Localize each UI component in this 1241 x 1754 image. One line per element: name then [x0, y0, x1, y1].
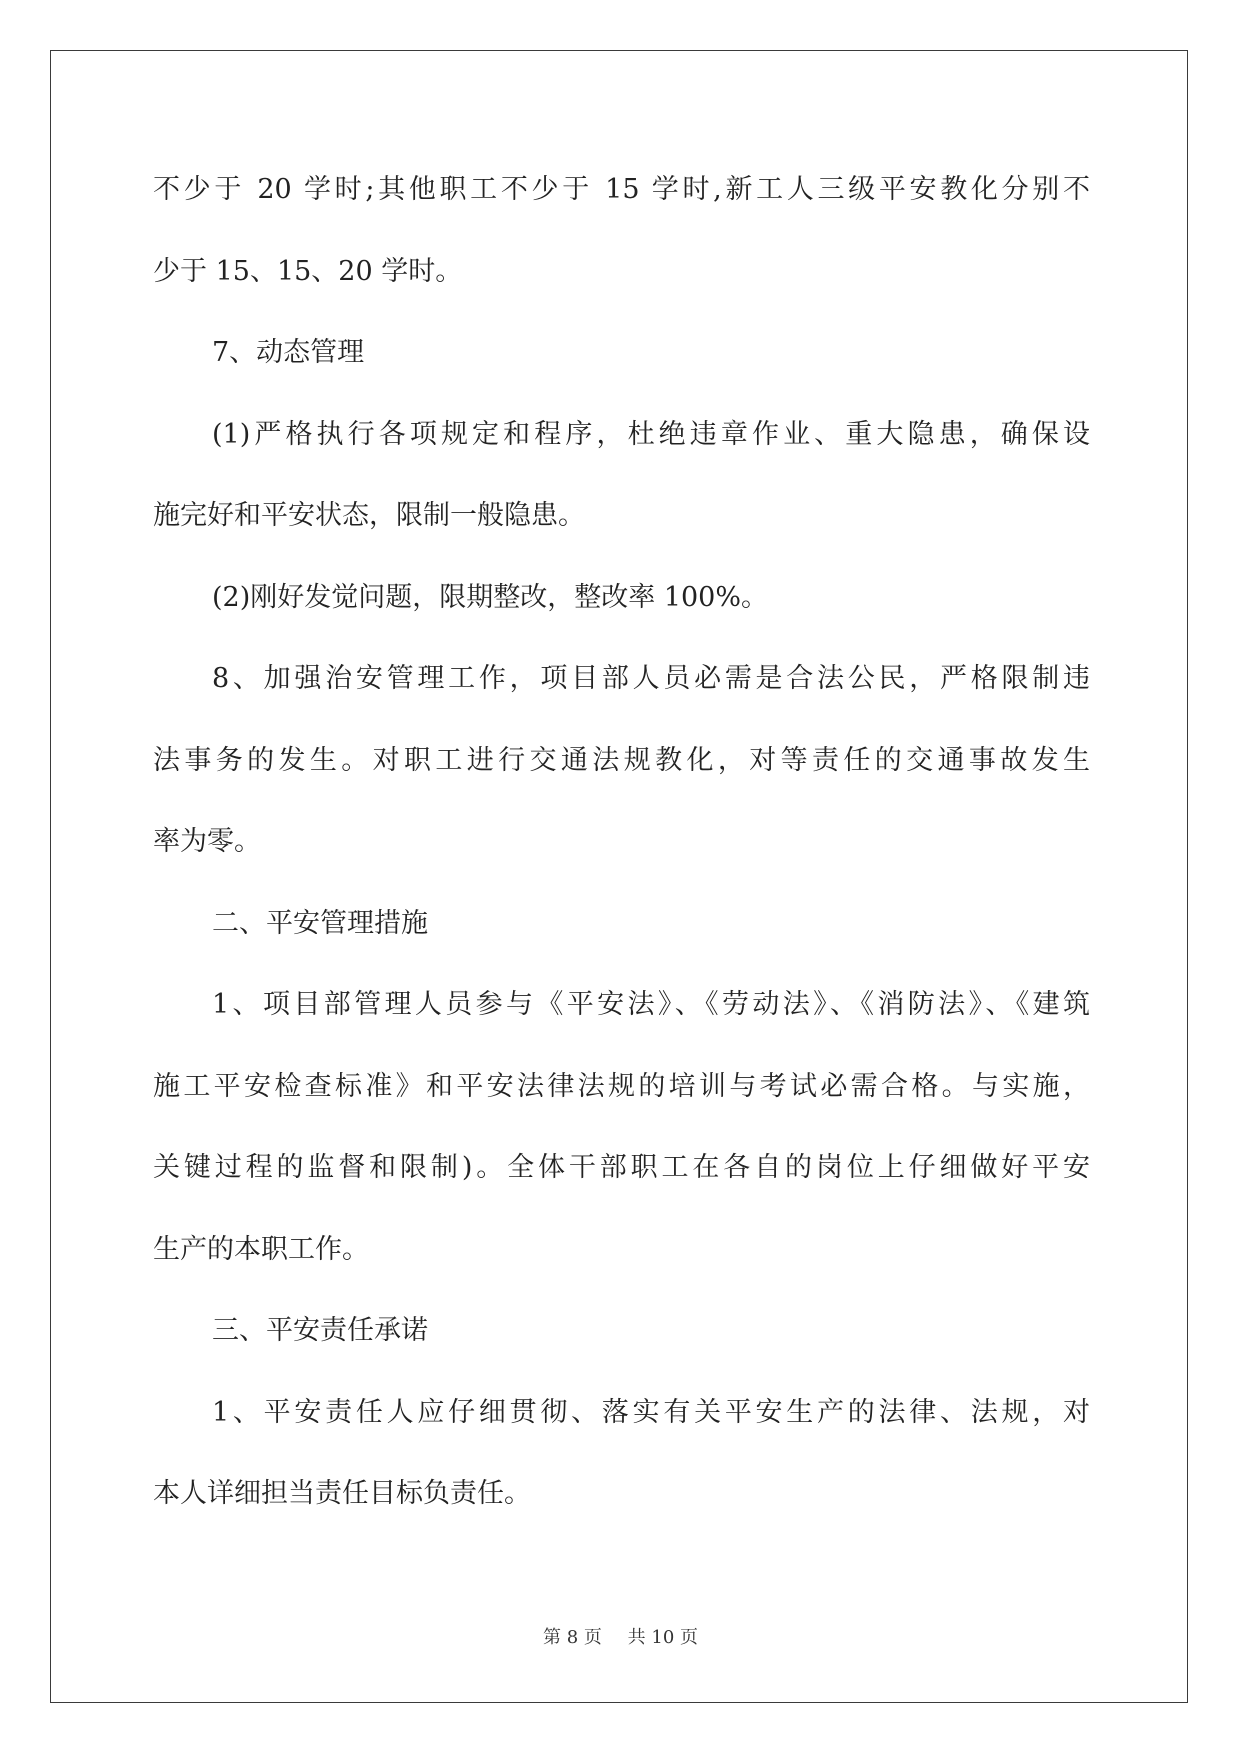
paragraph — [153, 149, 1090, 312]
text-line: 三、平安责任承诺 — [212, 1315, 428, 1346]
text-line: 二、平安管理措施 — [212, 907, 428, 939]
text-line: 1、平安责任人应仔细贯彻、落实有关平安生产的法律、法规，对 — [212, 1396, 1090, 1428]
text-line: 关键过程的监督和限制)。全体干部职工在各自的岗位上仔细做好平安 — [153, 1152, 1090, 1183]
text-line: 8、加强治安管理工作，项目部人员必需是合法公民，严格限制违 — [212, 663, 1090, 694]
text-line: 施完好和平安状态，限制一般隐患。 — [153, 500, 585, 531]
section-heading — [153, 1290, 1090, 1372]
paragraph — [153, 964, 1090, 1290]
text-line: (2)刚好发觉问题，限期整改，整改率 100%。 — [212, 581, 769, 613]
text-line: 法事务的发生。对职工进行交通法规教化，对等责任的交通事故发生 — [153, 744, 1090, 776]
subsection-heading — [153, 312, 1090, 394]
section-heading — [153, 883, 1090, 965]
text-line: 不少于 20 学时;其他职工不少于 15 学时,新工人三级平安教化分别不 — [153, 174, 1090, 205]
current-page-number: 第 8 页 — [543, 1627, 602, 1648]
text-line: 施工平安检查标准》和平安法律法规的培训与考试必需合格。与实施， — [153, 1070, 1090, 1102]
paragraph — [153, 557, 1090, 639]
text-line: 率为零。 — [153, 826, 261, 857]
text-line: 生产的本职工作。 — [153, 1233, 369, 1265]
text-line: 少于 15、15、20 学时。 — [153, 255, 463, 287]
text-line: 1、项目部管理人员参与《平安法》、《劳动法》、《消防法》、《建筑 — [212, 989, 1090, 1020]
document-body — [153, 149, 1090, 1535]
text-line: (1)严格执行各项规定和程序，杜绝违章作业、重大隐患，确保设 — [212, 418, 1090, 450]
text-line: 本人详细担当责任目标负责任。 — [153, 1478, 531, 1509]
total-page-count: 共 10 页 — [627, 1627, 698, 1648]
page-footer — [0, 1624, 1241, 1652]
paragraph — [153, 1372, 1090, 1535]
paragraph — [153, 394, 1090, 557]
paragraph — [153, 638, 1090, 883]
text-line: 7、动态管理 — [212, 337, 365, 368]
